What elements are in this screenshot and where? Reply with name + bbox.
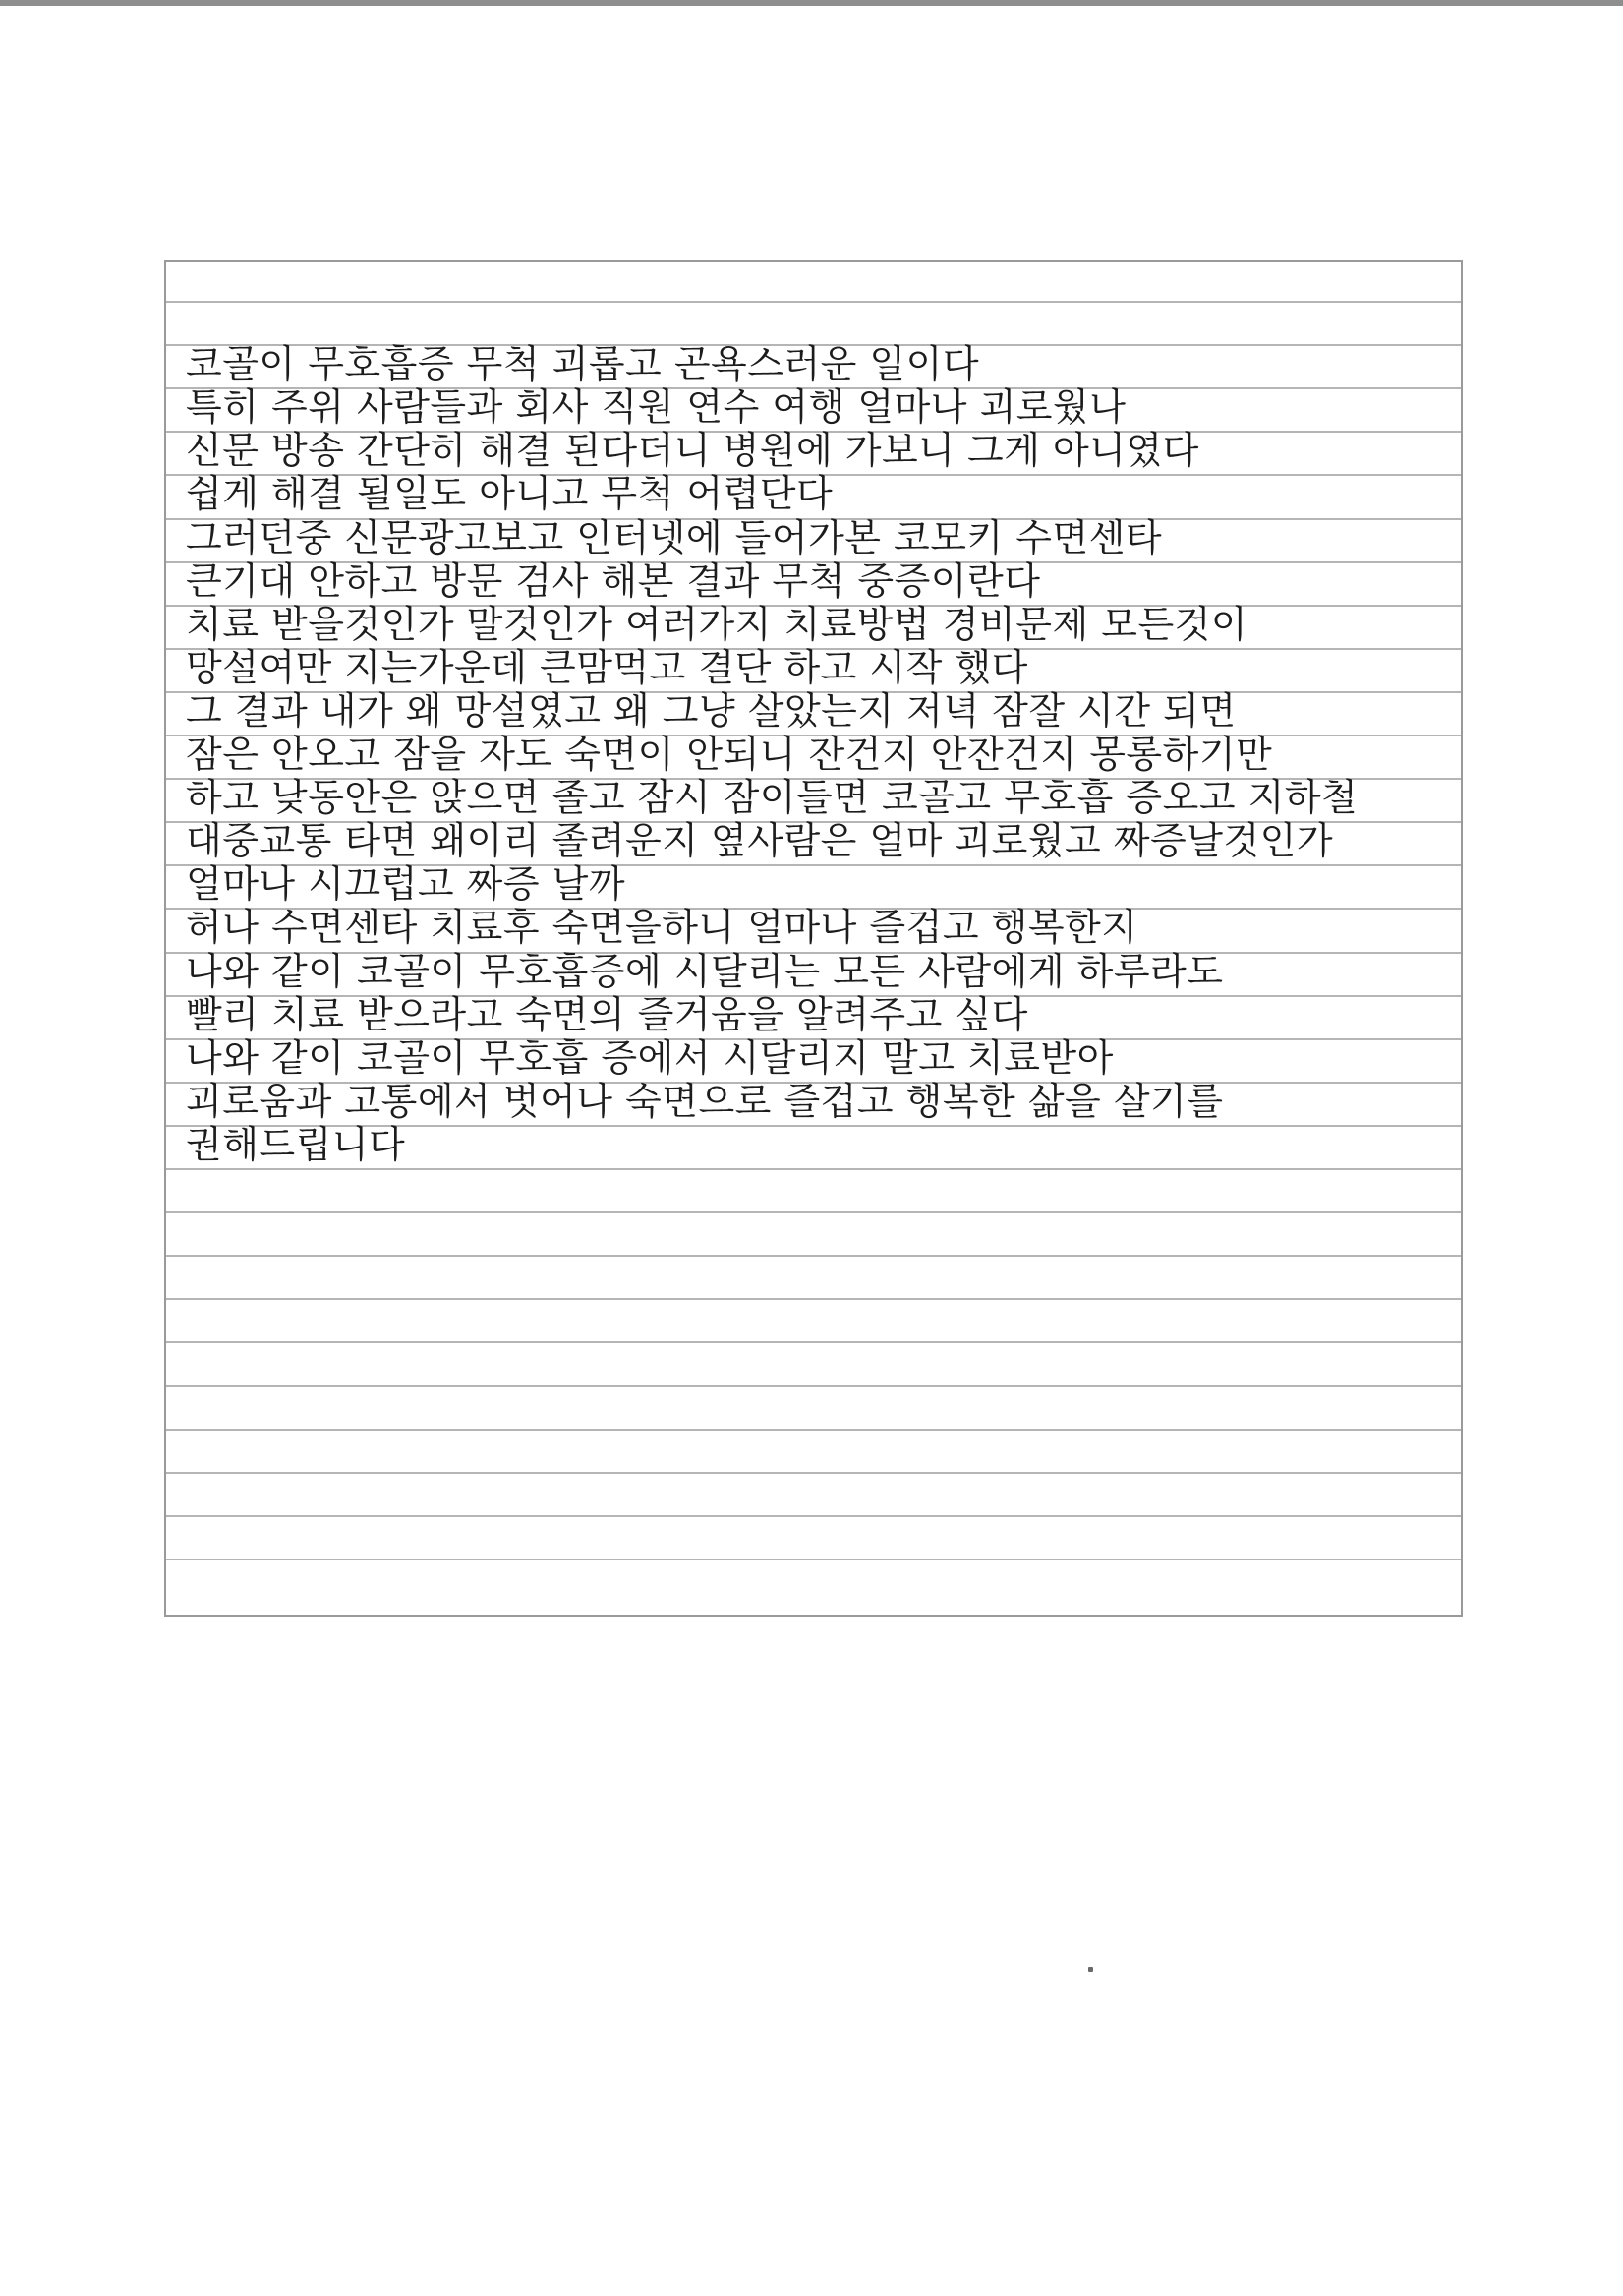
ruled-line xyxy=(166,1472,1461,1474)
ruled-line xyxy=(166,1559,1461,1560)
ruled-line xyxy=(166,1515,1461,1517)
handwritten-line-2: 특히 주위 사람들과 회사 직원 연수 여행 얼마나 괴로웠나 xyxy=(186,385,1127,430)
handwritten-line-11: 하고 낮동안은 앉으면 졸고 잠시 잠이들면 코골고 무호흡 증오고 지하철 xyxy=(186,776,1359,820)
handwritten-line-6: 큰기대 안하고 방문 검사 해본 결과 무척 중증이란다 xyxy=(186,559,1041,603)
ruled-line xyxy=(166,301,1461,303)
handwritten-line-10: 잠은 안오고 잠을 자도 숙면이 안되니 잔건지 안잔건지 몽롱하기만 xyxy=(186,733,1273,776)
handwritten-line-15: 나와 같이 코골이 무호흡증에 시달리는 모든 사람에게 하루라도 xyxy=(186,949,1224,993)
ruled-line xyxy=(166,1429,1461,1431)
ruled-line xyxy=(166,1385,1461,1387)
handwritten-line-13: 얼마나 시끄럽고 짜증 날까 xyxy=(186,862,626,907)
handwritten-line-8: 망설여만 지는가운데 큰맘먹고 결단 하고 시작 했다 xyxy=(186,645,1028,689)
scan-top-edge xyxy=(0,0,1623,6)
handwritten-line-18: 괴로움과 고통에서 벗어나 숙면으로 즐겁고 행복한 삶을 살기를 xyxy=(186,1079,1224,1123)
handwritten-line-14: 허나 수면센타 치료후 숙면을하니 얼마나 즐겁고 행복한지 xyxy=(186,906,1138,950)
ruled-line xyxy=(166,1255,1461,1257)
handwritten-line-19: 권해드립니다 xyxy=(186,1122,406,1166)
ruled-line xyxy=(166,1341,1461,1343)
handwritten-line-5: 그러던중 신문광고보고 인터넷에 들어가본 코모키 수면센타 xyxy=(186,515,1163,559)
handwritten-line-16: 빨리 치료 받으라고 숙면의 즐거움을 알려주고 싶다 xyxy=(186,992,1028,1036)
handwritten-line-7: 치료 받을것인가 말것인가 여러가지 치료방법 경비문제 모든것이 xyxy=(186,602,1248,646)
scan-speck xyxy=(1088,1967,1093,1972)
handwritten-line-9: 그 결과 내가 왜 망설였고 왜 그냥 살았는지 저녁 잠잘 시간 되면 xyxy=(186,688,1237,733)
handwritten-line-12: 대중교통 타면 왜이리 졸려운지 옆사람은 얼마 괴로웠고 짜증날것인가 xyxy=(186,819,1334,863)
lined-letter-sheet xyxy=(164,260,1463,1617)
handwritten-line-3: 신문 방송 간단히 해결 된다더니 병원에 가보니 그게 아니였다 xyxy=(186,429,1199,473)
handwritten-line-4: 쉽게 해결 될일도 아니고 무척 어렵단다 xyxy=(186,472,834,516)
handwritten-line-17: 나와 같이 코골이 무호흡 증에서 시달리지 말고 치료받아 xyxy=(186,1035,1114,1080)
handwritten-line-1: 코골이 무호흡증 무척 괴롭고 곤욕스러운 일이다 xyxy=(186,342,980,386)
ruled-line xyxy=(166,1298,1461,1300)
ruled-line xyxy=(166,1211,1461,1213)
ruled-line xyxy=(166,1168,1461,1170)
